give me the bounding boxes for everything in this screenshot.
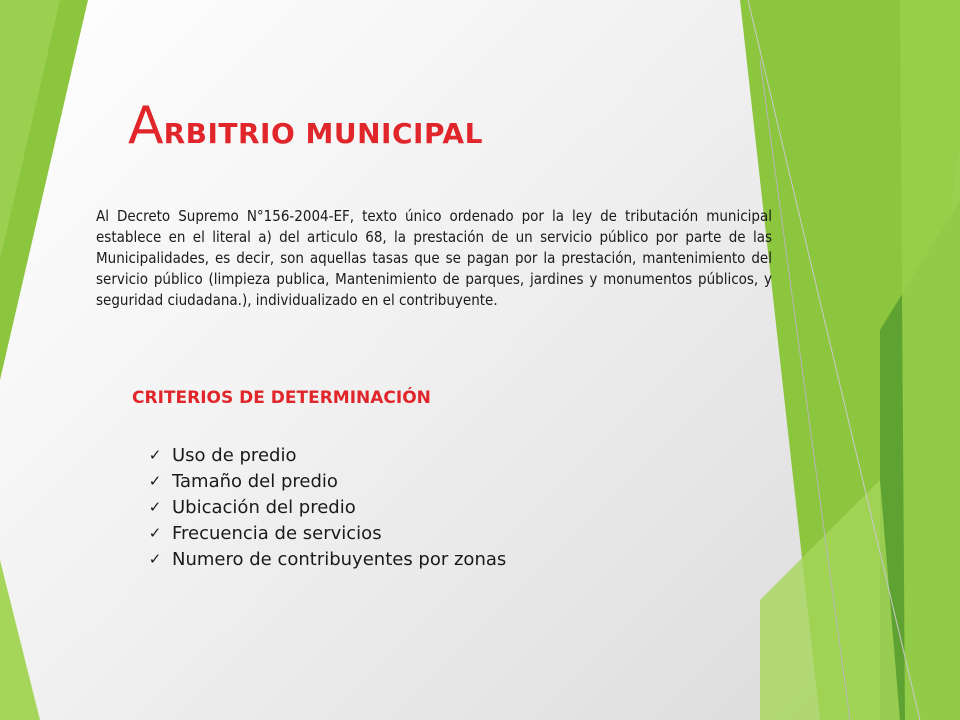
criteria-label: Tamaño del predio (172, 470, 338, 492)
title-rest: RBITRIO MUNICIPAL (163, 117, 483, 150)
criteria-label: Frecuencia de servicios (172, 522, 382, 544)
bottom-left-sliver (0, 560, 40, 720)
slide-title (128, 96, 483, 156)
checkmark-icon: ✓ (148, 498, 162, 516)
list-item (146, 520, 506, 546)
checkmark-icon: ✓ (148, 524, 162, 542)
checkmark-icon: ✓ (148, 472, 162, 490)
list-item (146, 468, 506, 494)
criteria-label: Numero de contribuyentes por zonas (172, 548, 507, 570)
checkmark-icon: ✓ (148, 550, 162, 568)
title-initial: A (128, 96, 164, 156)
list-item (146, 494, 506, 520)
body-paragraph: Al Decreto Supremo N°156-2004-EF, texto único ordenado por la ley de tributación municipal establece en el literal a) del articulo 68, la prestación de un servicio público por parte de las Municipalidades, es decir, son aquellas tasas que se pagan por la prestación, mantenimiento del servicio público (limpieza publica, Mantenimiento de parques, jardines y monumentos públicos, y seguridad ciudadana.), individualizado en el contribuyente. (96, 207, 772, 309)
checkmark-icon: ✓ (148, 446, 162, 464)
criteria-label: Ubicación del predio (172, 496, 356, 518)
right-bright-facet (900, 0, 960, 720)
criteria-label: Uso de predio (172, 444, 297, 466)
list-item (146, 546, 506, 572)
list-item (146, 442, 506, 468)
criteria-list (146, 442, 506, 572)
criteria-heading: CRITERIOS DE DETERMINACIÓN (132, 388, 431, 408)
